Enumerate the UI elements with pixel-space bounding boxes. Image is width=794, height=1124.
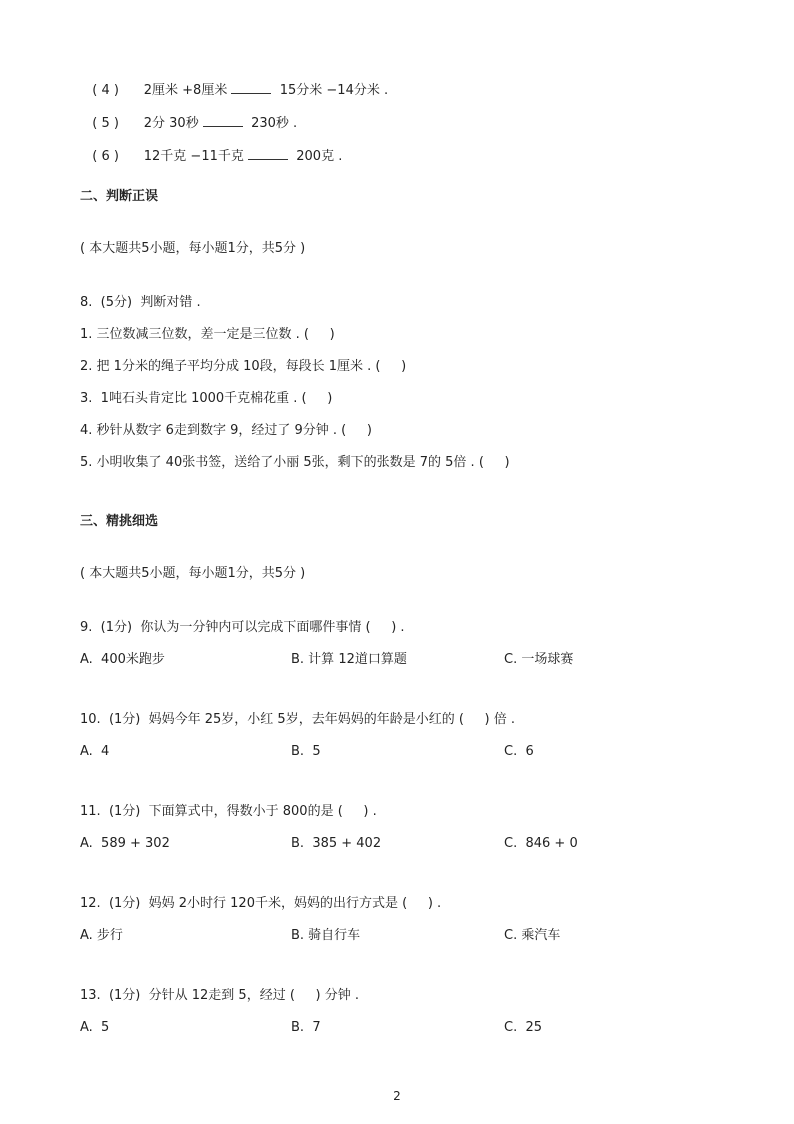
- section2-note: ( 本大题共5小题，每小题1分，共5分 ): [80, 241, 306, 256]
- judge-item-5: 5. 小明收集了 40张书签，送给了小丽 5张，剩下的张数是 7的 5倍 . ( ): [80, 455, 510, 470]
- option-b[interactable]: B. 385 + 402: [291, 836, 382, 851]
- answer-blank[interactable]: [248, 147, 288, 160]
- option-a[interactable]: A. 400米跑步: [80, 652, 165, 667]
- question-13-stem: 13. (1分) 分针从 12走到 5，经过 ( ) 分钟 .: [80, 988, 360, 1003]
- item-right: 230秒 .: [251, 116, 298, 131]
- item-left: 12千克 −11千克: [143, 149, 244, 164]
- item-label: ( 5 ): [92, 116, 119, 131]
- option-b[interactable]: B. 7: [291, 1020, 321, 1035]
- judge-item-1: 1. 三位数减三位数，差一定是三位数 . ( ): [80, 327, 335, 342]
- option-c[interactable]: C. 乘汽车: [504, 928, 561, 943]
- option-b[interactable]: B. 骑自行车: [291, 928, 361, 943]
- judge-item-4: 4. 秒针从数字 6走到数字 9，经过了 9分钟 . ( ): [80, 423, 372, 438]
- fill-item-6: [84, 129, 342, 166]
- judge-item-3: 3. 1吨石头肯定比 1000千克棉花重 . ( ): [80, 391, 333, 406]
- option-c[interactable]: C. 一场球赛: [504, 652, 574, 667]
- option-c[interactable]: C. 846 + 0: [504, 836, 578, 851]
- page-number: 2: [393, 1089, 401, 1103]
- answer-blank[interactable]: [203, 114, 243, 127]
- fill-item-5: [84, 96, 297, 133]
- question-9-stem: 9. (1分) 你认为一分钟内可以完成下面哪件事情 ( ) .: [80, 620, 405, 635]
- question-11-stem: 11. (1分) 下面算式中，得数小于 800的是 ( ) .: [80, 804, 377, 819]
- option-a[interactable]: A. 589 + 302: [80, 836, 170, 851]
- item-left: 2厘米 +8厘米: [143, 83, 228, 98]
- option-c[interactable]: C. 6: [504, 744, 534, 759]
- option-b[interactable]: B. 5: [291, 744, 321, 759]
- answer-blank[interactable]: [231, 81, 271, 94]
- section2-title: 二、判断正误: [80, 189, 159, 204]
- item-left: 2分 30秒: [143, 116, 199, 131]
- question-12-stem: 12. (1分) 妈妈 2小时行 120千米，妈妈的出行方式是 ( ) .: [80, 896, 442, 911]
- option-a[interactable]: A. 步行: [80, 928, 123, 943]
- item-right: 200克 .: [296, 149, 343, 164]
- fill-item-4: [84, 63, 388, 100]
- item-label: ( 6 ): [92, 149, 119, 164]
- judge-item-2: 2. 把 1分米的绳子平均分成 10段，每段长 1厘米 . ( ): [80, 359, 407, 374]
- option-a[interactable]: A. 4: [80, 744, 110, 759]
- section3-note: ( 本大题共5小题，每小题1分，共5分 ): [80, 566, 306, 581]
- item-label: ( 4 ): [92, 83, 119, 98]
- section3-title: 三、精挑细选: [80, 514, 159, 529]
- option-a[interactable]: A. 5: [80, 1020, 110, 1035]
- question-8-stem: 8. (5分) 判断对错 .: [80, 295, 201, 310]
- question-10-stem: 10. (1分) 妈妈今年 25岁，小红 5岁，去年妈妈的年龄是小红的 ( ) 倍 .: [80, 712, 516, 727]
- option-b[interactable]: B. 计算 12道口算题: [291, 652, 407, 667]
- item-right: 15分米 −14分米 .: [279, 83, 389, 98]
- option-c[interactable]: C. 25: [504, 1020, 543, 1035]
